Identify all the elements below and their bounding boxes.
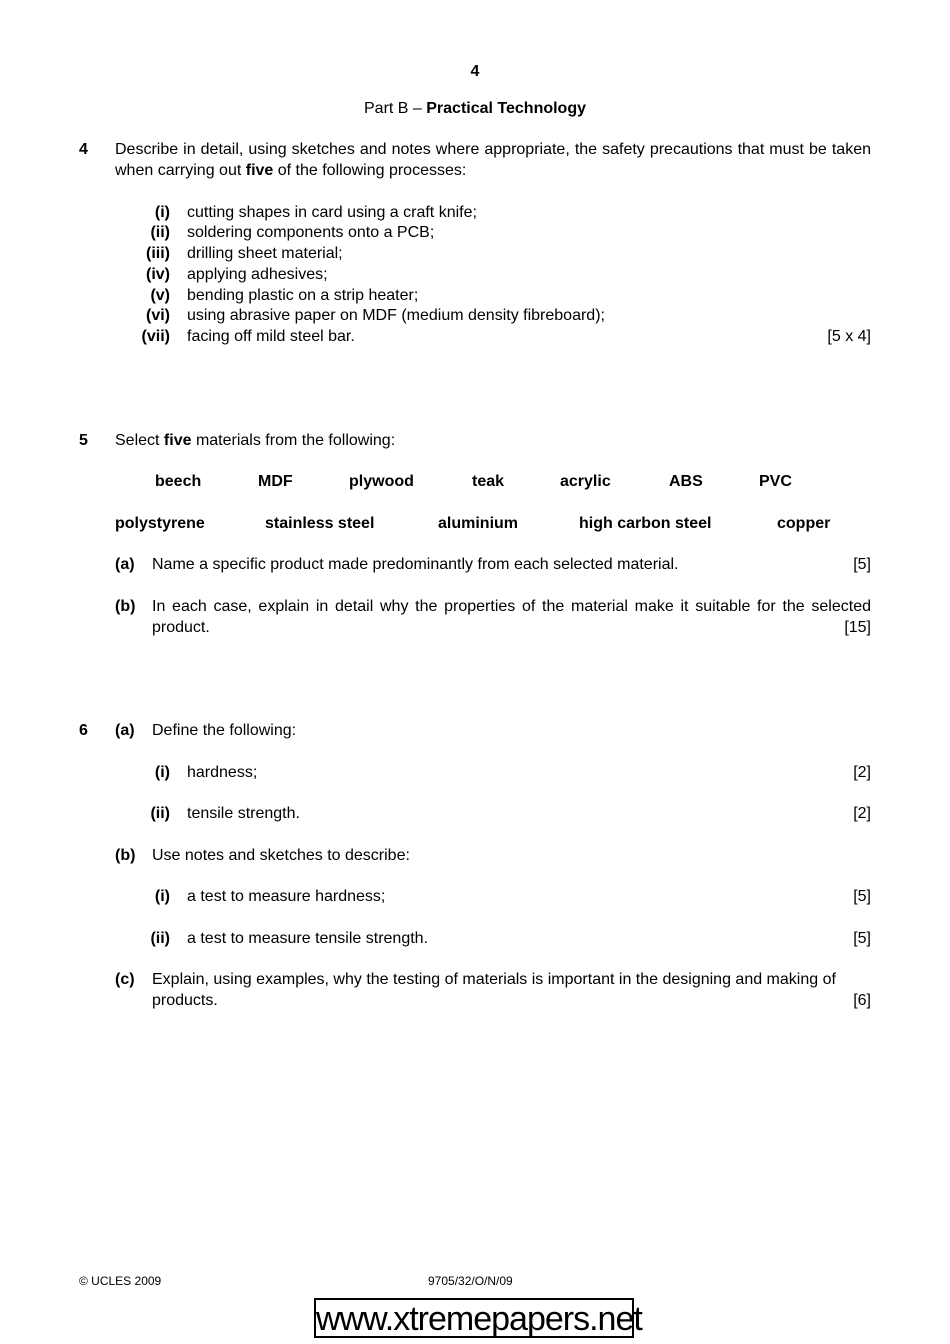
question-6c-text: Explain, using examples, why the testing of materials is important in the designing and making of products. (152, 971, 836, 1009)
part-letter: (c) (115, 971, 135, 988)
item-number: (vii) (141, 328, 170, 345)
copyright-notice: © UCLES 2009 (79, 1274, 162, 1288)
item-number: (ii) (150, 930, 170, 947)
question-6bi-text: a test to measure hardness; (187, 888, 386, 905)
question-5b-text: In each case, explain in detail why the properties of the material make it suitable for the selected product. (152, 598, 871, 636)
process-item: soldering components onto a PCB; (187, 224, 435, 241)
intro-bold: five (245, 162, 274, 179)
mark-allocation: [5] (853, 556, 871, 573)
question-6a-text: Define the following: (152, 722, 297, 739)
material-option: aluminium (438, 515, 519, 532)
intro-bold: five (163, 432, 192, 449)
intro-text-end: materials from the following: (191, 432, 396, 449)
part-letter: (a) (115, 722, 135, 739)
intro-text: Describe in detail, using sketches and notes where appropriate, the safety precautions that must be taken when carrying out (115, 141, 871, 179)
process-item: facing off mild steel bar. (187, 328, 355, 345)
material-option: ABS (669, 473, 703, 490)
material-option: PVC (759, 473, 792, 490)
mark-allocation: [5 x 4] (827, 328, 871, 345)
question-6aii-text: tensile strength. (187, 805, 300, 822)
material-option: stainless steel (265, 515, 375, 532)
part-prefix: Part B – (364, 100, 427, 117)
mark-allocation: [6] (853, 992, 871, 1009)
intro-text: Select (115, 432, 164, 449)
item-number: (iii) (146, 245, 170, 262)
process-item: cutting shapes in card using a craft knife; (187, 204, 477, 221)
process-item: using abrasive paper on MDF (medium density fibreboard); (187, 307, 605, 324)
material-option: copper (777, 515, 831, 532)
material-option: polystyrene (115, 515, 205, 532)
part-letter: (b) (115, 598, 136, 615)
item-number: (i) (154, 764, 170, 781)
part-heading (0, 98, 950, 119)
page-number: 4 (470, 63, 480, 80)
material-option: acrylic (560, 473, 611, 490)
item-number: (ii) (150, 224, 170, 241)
mark-allocation: [15] (844, 619, 871, 636)
process-item: drilling sheet material; (187, 245, 343, 262)
material-option: beech (155, 473, 202, 490)
question-4-number: 4 (79, 141, 88, 158)
material-option: plywood (349, 473, 414, 490)
question-5a-text: Name a specific product made predominantly from each selected material. (152, 556, 679, 573)
part-title: Practical Technology (426, 100, 586, 117)
question-6bii-text: a test to measure tensile strength. (187, 930, 429, 947)
material-option: MDF (258, 473, 293, 490)
material-option: high carbon steel (579, 515, 712, 532)
item-number: (i) (154, 888, 170, 905)
item-number: (ii) (150, 805, 170, 822)
part-letter: (a) (115, 556, 135, 573)
item-number: (v) (150, 287, 170, 304)
part-letter: (b) (115, 847, 136, 864)
question-5-intro (115, 430, 395, 451)
question-6b-text: Use notes and sketches to describe: (152, 847, 410, 864)
mark-allocation: [5] (853, 888, 871, 905)
question-6-number: 6 (79, 722, 88, 739)
paper-code: 9705/32/O/N/09 (428, 1274, 513, 1288)
question-4-intro (115, 139, 871, 181)
process-item: applying adhesives; (187, 266, 328, 283)
question-6ai-text: hardness; (187, 764, 258, 781)
item-number: (vi) (146, 307, 170, 324)
process-item: bending plastic on a strip heater; (187, 287, 419, 304)
mark-allocation: [2] (853, 764, 871, 781)
mark-allocation: [5] (853, 930, 871, 947)
mark-allocation: [2] (853, 805, 871, 822)
intro-text-end: of the following processes: (273, 162, 467, 179)
question-5-number: 5 (79, 432, 88, 449)
item-number: (i) (154, 204, 170, 221)
item-number: (iv) (146, 266, 170, 283)
material-option: teak (472, 473, 505, 490)
watermark-link[interactable]: www.xtremepapers.net (316, 1300, 642, 1338)
